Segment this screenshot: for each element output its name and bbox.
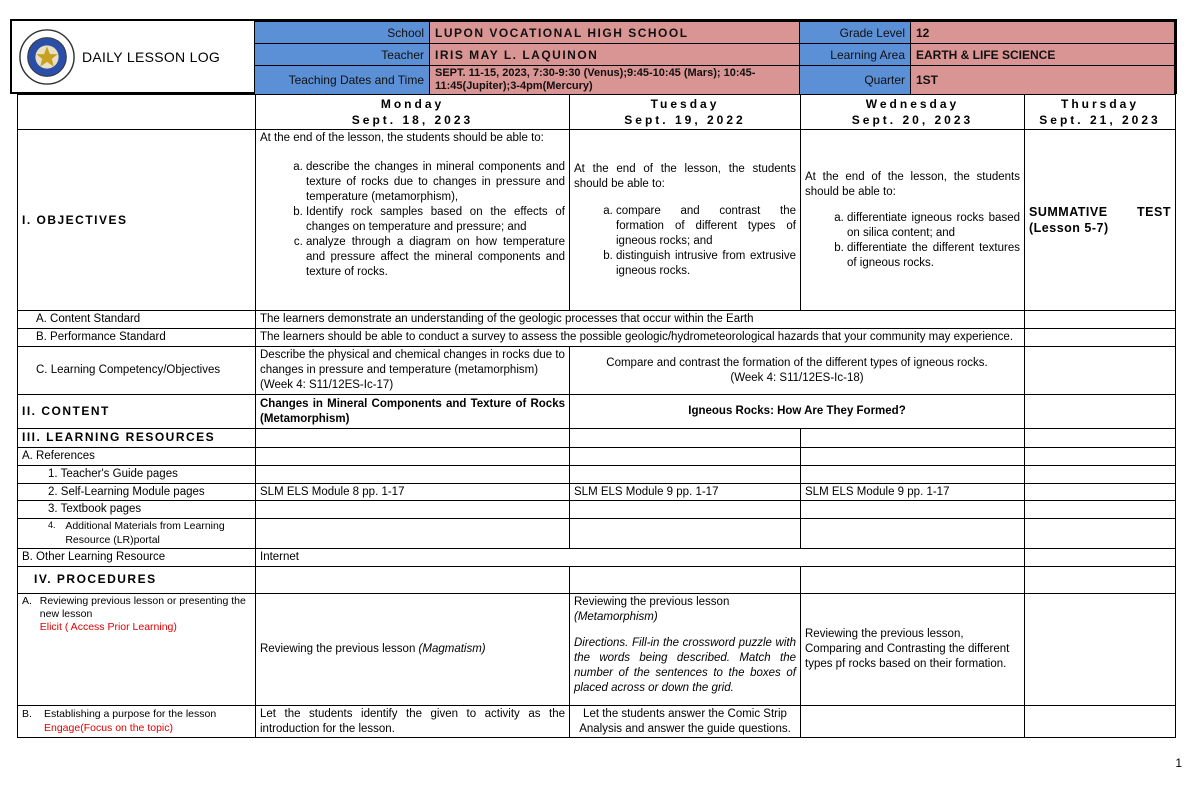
- objective-intro: At the end of the lesson, the students should be able to:: [260, 132, 544, 145]
- empty-cell: [570, 429, 801, 448]
- procedure-b-tuesday: Let the students answer the Comic Strip Analysis and answer the guide questions.: [570, 705, 801, 738]
- additional-cell: [18, 519, 256, 548]
- procedure-a-number: A.: [22, 594, 32, 607]
- day-date: Sept. 21, 2023: [1039, 113, 1161, 128]
- objective-item: a. describe the changes in mineral components and texture of rocks due to changes in pressure and temperature (metamorphism),: [306, 160, 565, 205]
- school-label: School: [255, 22, 430, 44]
- additional-label: Additional Materials from Learning Resource (LR)portal: [65, 520, 225, 546]
- blank-cell: [18, 95, 256, 130]
- school-value: LUPON VOCATIONAL HIGH SCHOOL: [430, 22, 800, 44]
- empty-cell: [570, 519, 801, 548]
- slm-label: 2. Self-Learning Module pages: [18, 483, 256, 501]
- content-row: [18, 395, 1176, 429]
- procedures-label: IV. PROCEDURES: [18, 566, 256, 593]
- empty-cell: [570, 566, 801, 593]
- empty-cell: [256, 519, 570, 548]
- procedure-a-wednesday: Reviewing the previous lesson, Comparing and Contrasting the different types pf rocks based on their formation.: [801, 593, 1025, 705]
- empty-cell: [1025, 447, 1176, 465]
- deped-seal-icon: [18, 28, 76, 86]
- area-label: Learning Area: [800, 44, 911, 66]
- objectives-tuesday: [570, 130, 801, 311]
- objective-item: a. compare and contrast the formation of different types of igneous rocks; and: [616, 204, 796, 249]
- summative-test: SUMMATIVE TEST (Lesson 5-7): [1029, 205, 1171, 236]
- procedure-a-row: [18, 593, 1176, 705]
- empty-cell: [1025, 548, 1176, 566]
- empty-cell: [256, 465, 570, 483]
- empty-cell: [1025, 593, 1176, 705]
- empty-cell: [801, 429, 1025, 448]
- day-name: Monday: [380, 97, 445, 111]
- textbook-label: 3. Textbook pages: [18, 501, 256, 519]
- day-wednesday: [801, 95, 1025, 130]
- day-name: Tuesday: [650, 97, 720, 111]
- slm-tuesday: SLM ELS Module 9 pp. 1-17: [570, 483, 801, 501]
- resources-label: III. LEARNING RESOURCES: [18, 429, 256, 448]
- objectives-thursday: [1025, 130, 1176, 311]
- content-monday: Changes in Mineral Components and Texture of Rocks (Metamorphism): [256, 395, 570, 429]
- competency-code: (Week 4: S11/12ES-Ic-18): [730, 371, 864, 384]
- content-standard-row: [18, 311, 1176, 329]
- objectives-label: I. OBJECTIVES: [18, 130, 256, 311]
- other-resource-label: B. Other Learning Resource: [18, 548, 256, 566]
- empty-cell: [801, 566, 1025, 593]
- dates-value: SEPT. 11-15, 2023, 7:30-9:30 (Venus);9:45-10:45 (Mars); 10:45-11:45(Jupiter);3-4pm(Mercury): [430, 66, 800, 95]
- tg-label: 1. Teacher's Guide pages: [18, 465, 256, 483]
- grade-value: 12: [911, 22, 1175, 44]
- empty-cell: [801, 705, 1025, 738]
- day-name: Wednesday: [865, 97, 960, 111]
- procedure-b-cell: [18, 705, 256, 738]
- content-tue-wed: Igneous Rocks: How Are They Formed?: [570, 395, 1025, 429]
- procedure-b-label: Establishing a purpose for the lesson: [44, 707, 217, 720]
- slm-row: [18, 483, 1176, 501]
- day-thursday: [1025, 95, 1176, 130]
- empty-cell: [1025, 519, 1176, 548]
- empty-cell: [801, 465, 1025, 483]
- empty-cell: [1025, 311, 1176, 329]
- content-standard-label: A. Content Standard: [18, 311, 256, 329]
- objective-intro: At the end of the lesson, the students should be able to:: [574, 163, 796, 191]
- objectives-row: [18, 130, 1176, 311]
- competency-label: C. Learning Competency/Objectives: [18, 347, 256, 395]
- empty-cell: [256, 429, 570, 448]
- crossword-directions: Directions. Fill-in the crossword puzzle with the words being described. Match the number of the sentences to the boxes of placed across or down the grid.: [574, 637, 796, 695]
- teacher-value: IRIS MAY L. LAQUINON: [430, 44, 800, 66]
- day-date: Sept. 19, 2022: [624, 113, 746, 128]
- logo-cell: [12, 21, 254, 92]
- additional-row: [18, 519, 1176, 548]
- header-info-grid: [254, 21, 1175, 95]
- procedure-a-tuesday: [570, 593, 801, 705]
- empty-cell: [1025, 501, 1176, 519]
- day-monday: [256, 95, 570, 130]
- day-name: Thursday: [1060, 97, 1139, 111]
- empty-cell: [256, 566, 570, 593]
- content-standard-text: The learners demonstrate an understanding of the geologic processes that occur within the Earth: [256, 311, 1025, 329]
- empty-cell: [1025, 705, 1176, 738]
- empty-cell: [1025, 395, 1176, 429]
- quarter-value: 1ST: [911, 66, 1175, 95]
- other-resource-value: Internet: [256, 548, 1025, 566]
- competency-monday: [256, 347, 570, 395]
- slm-monday: SLM ELS Module 8 pp. 1-17: [256, 483, 570, 501]
- procedure-b-number: B.: [22, 707, 32, 720]
- procedure-b-monday: Let the students identify the given to activity as the introduction for the lesson.: [256, 705, 570, 738]
- day-date: Sept. 18, 2023: [351, 113, 474, 128]
- objective-item: a. differentiate igneous rocks based on silica content; and: [847, 211, 1020, 241]
- review-text: Reviewing the previous lesson: [260, 642, 416, 655]
- empty-cell: [256, 501, 570, 519]
- dates-label: Teaching Dates and Time: [255, 66, 430, 95]
- page-title: DAILY LESSON LOG: [82, 48, 221, 65]
- day-date: Sept. 20, 2023: [851, 113, 974, 128]
- area-value: EARTH & LIFE SCIENCE: [911, 44, 1175, 66]
- performance-standard-label: B. Performance Standard: [18, 329, 256, 347]
- other-resource-row: [18, 548, 1176, 566]
- review-topic: (Magmatism): [418, 642, 486, 655]
- procedure-b-row: [18, 705, 1176, 738]
- performance-standard-text: The learners should be able to conduct a survey to assess the possible geologic/hydrometeorological hazards that your community may experience.: [256, 329, 1025, 347]
- procedure-b-sub: Engage(Focus on the topic): [44, 721, 173, 734]
- competency-text: Describe the physical and chemical changes in rocks due to changes in pressure and temperature (metamorphism): [260, 349, 565, 377]
- empty-cell: [570, 501, 801, 519]
- grade-label: Grade Level: [800, 22, 911, 44]
- procedure-a-cell: [18, 593, 256, 705]
- competency-code: (Week 4: S11/12ES-Ic-17): [260, 379, 394, 392]
- additional-number: 4.: [48, 520, 56, 531]
- lesson-log-table: [17, 94, 1176, 738]
- review-topic: (Metamorphism): [574, 610, 658, 623]
- empty-cell: [801, 447, 1025, 465]
- teacher-label: Teacher: [255, 44, 430, 66]
- empty-cell: [570, 447, 801, 465]
- tg-row: [18, 465, 1176, 483]
- objective-item: b. differentiate the different textures of igneous rocks.: [847, 241, 1020, 271]
- quarter-label: Quarter: [800, 66, 911, 95]
- empty-cell: [801, 519, 1025, 548]
- objectives-wednesday: [801, 130, 1025, 311]
- objective-intro: At the end of the lesson, the students should be able to:: [805, 170, 1020, 198]
- procedure-a-monday: [256, 593, 570, 705]
- empty-cell: [1025, 347, 1176, 395]
- references-row: [18, 447, 1176, 465]
- competency-tue-wed: [570, 347, 1025, 395]
- procedure-a-label: Reviewing previous lesson or presenting the new lesson: [39, 594, 246, 620]
- empty-cell: [1025, 483, 1176, 501]
- page-number: 1: [1175, 756, 1182, 770]
- competency-row: [18, 347, 1176, 395]
- objective-item: b. Identify rock samples based on the effects of changes on temperature and pressure; and: [306, 205, 565, 235]
- procedures-row: [18, 566, 1176, 593]
- textbook-row: [18, 501, 1176, 519]
- resources-row: [18, 429, 1176, 448]
- empty-cell: [570, 465, 801, 483]
- lesson-log-header: [10, 19, 1177, 94]
- empty-cell: [801, 501, 1025, 519]
- empty-cell: [1025, 329, 1176, 347]
- empty-cell: [1025, 429, 1176, 448]
- procedure-a-sub: Elicit ( Access Prior Learning): [39, 620, 177, 633]
- objective-item: c. analyze through a diagram on how temperature and pressure affect the mineral components and texture of rocks.: [306, 235, 565, 280]
- references-label: A. References: [18, 447, 256, 465]
- slm-wednesday: SLM ELS Module 9 pp. 1-17: [801, 483, 1025, 501]
- empty-cell: [1025, 566, 1176, 593]
- day-tuesday: [570, 95, 801, 130]
- empty-cell: [256, 447, 570, 465]
- content-label: II. CONTENT: [18, 395, 256, 429]
- days-row: [18, 95, 1176, 130]
- objectives-monday: [256, 130, 570, 311]
- performance-standard-row: [18, 329, 1176, 347]
- empty-cell: [1025, 465, 1176, 483]
- competency-text: Compare and contrast the formation of the different types of igneous rocks.: [606, 356, 988, 369]
- objective-item: b. distinguish intrusive from extrusive igneous rocks.: [616, 249, 796, 279]
- review-text: Reviewing the previous lesson: [574, 595, 730, 608]
